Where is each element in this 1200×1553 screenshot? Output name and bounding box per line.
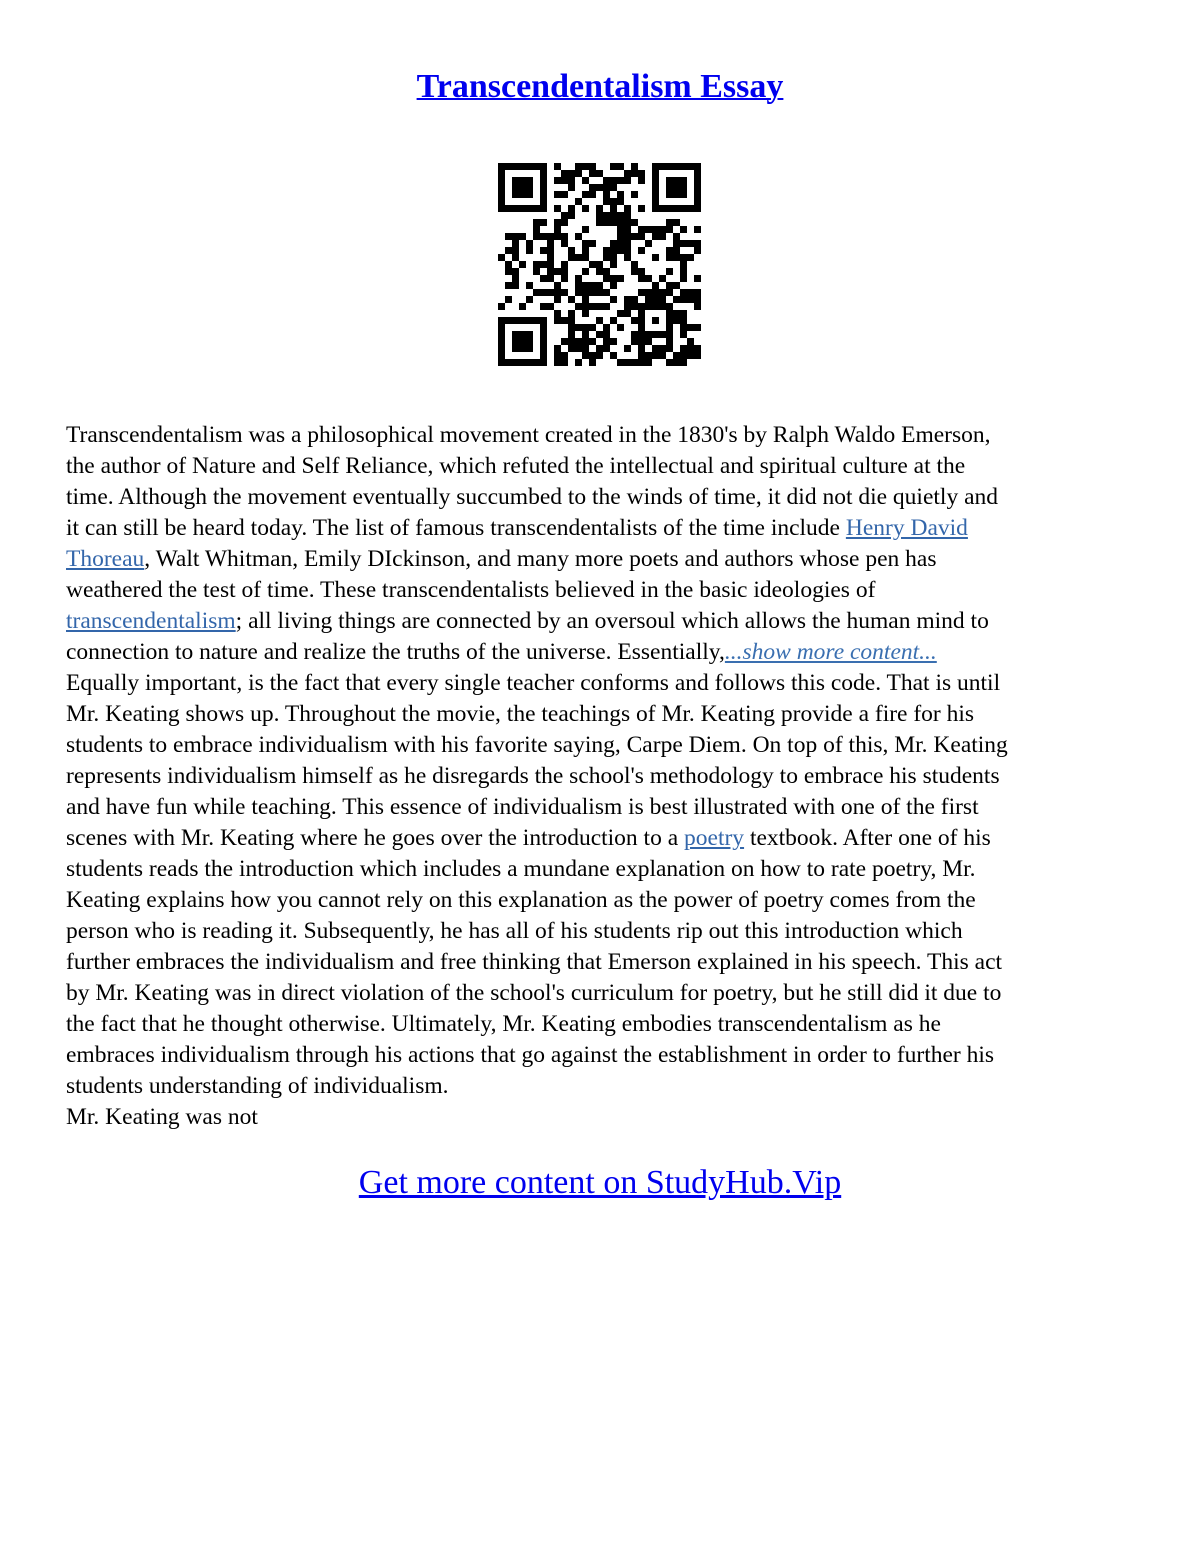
essay-text-2: , Walt Whitman, Emily DIckinson, and many more poets and authors whose pen has weathered the test of time. These transcendentalists believed in the basic ideologies of [66,546,937,603]
essay-text-5: textbook. After one of his students reads the introduction which includes a mundane explanation on how to rate poetry, Mr. Keating explains how you cannot rely on this explanation as the power of poetry comes from the person who is reading it. Subsequently, he has all of his students rip out this introduction which further embraces the individualism and free thinking that Emerson explained in his speech. This act by Mr. Keating was in direct violation of the school's curriculum for poetry, but he still did it due to the fact that he thought otherwise. Ultimately, Mr. Keating embodies transcendentalism as he embraces individualism through his actions that go against the establishment in order to further his students understanding of individualism. Mr. Keating was not [66,825,1003,1130]
poetry-link[interactable]: poetry [684,825,745,851]
essay-body [66,420,1146,1133]
footer [0,1160,1200,1206]
show-more-content-link[interactable]: ...show more content... [724,639,937,665]
essay-text-4: Equally important, is the fact that every single teacher conforms and follows this code. That is until Mr. Keating shows up. Throughout the movie, the teachings of Mr. Keating provide a fire for his students to embrace individualism with his favorite saying, Carpe Diem. On top of this, Mr. Keating represents individualism himself as he disregards the school's methodology to embrace his students and have fun while teaching. This essence of individualism is best illustrated with one of the first scenes with Mr. Keating where he goes over the introduction to a [66,670,1008,851]
title-link[interactable]: Transcendentalism Essay [416,68,784,105]
page-title [0,64,1200,110]
studyhub-link[interactable]: Get more content on StudyHub.Vip [358,1164,842,1201]
essay-text-1: Transcendentalism was a philosophical movement created in the 1830's by Ralph Waldo Emerson, the author of Nature and Self Reliance, which refuted the intellectual and spiritual culture at the time. Although the movement eventually succumbed to the winds of time, it did not die quietly and it can still be heard today. The list of famous transcendentalists of the time include [66,422,999,541]
essay-text-3: ; all living things are connected by an oversoul which allows the human mind to connection to nature and realize the truths of the universe. Essentially, [66,608,989,665]
qr-code-icon [498,163,701,366]
henry-david-thoreau-link[interactable]: Henry David Thoreau [66,515,968,572]
transcendentalism-link[interactable]: transcendentalism [66,608,236,634]
